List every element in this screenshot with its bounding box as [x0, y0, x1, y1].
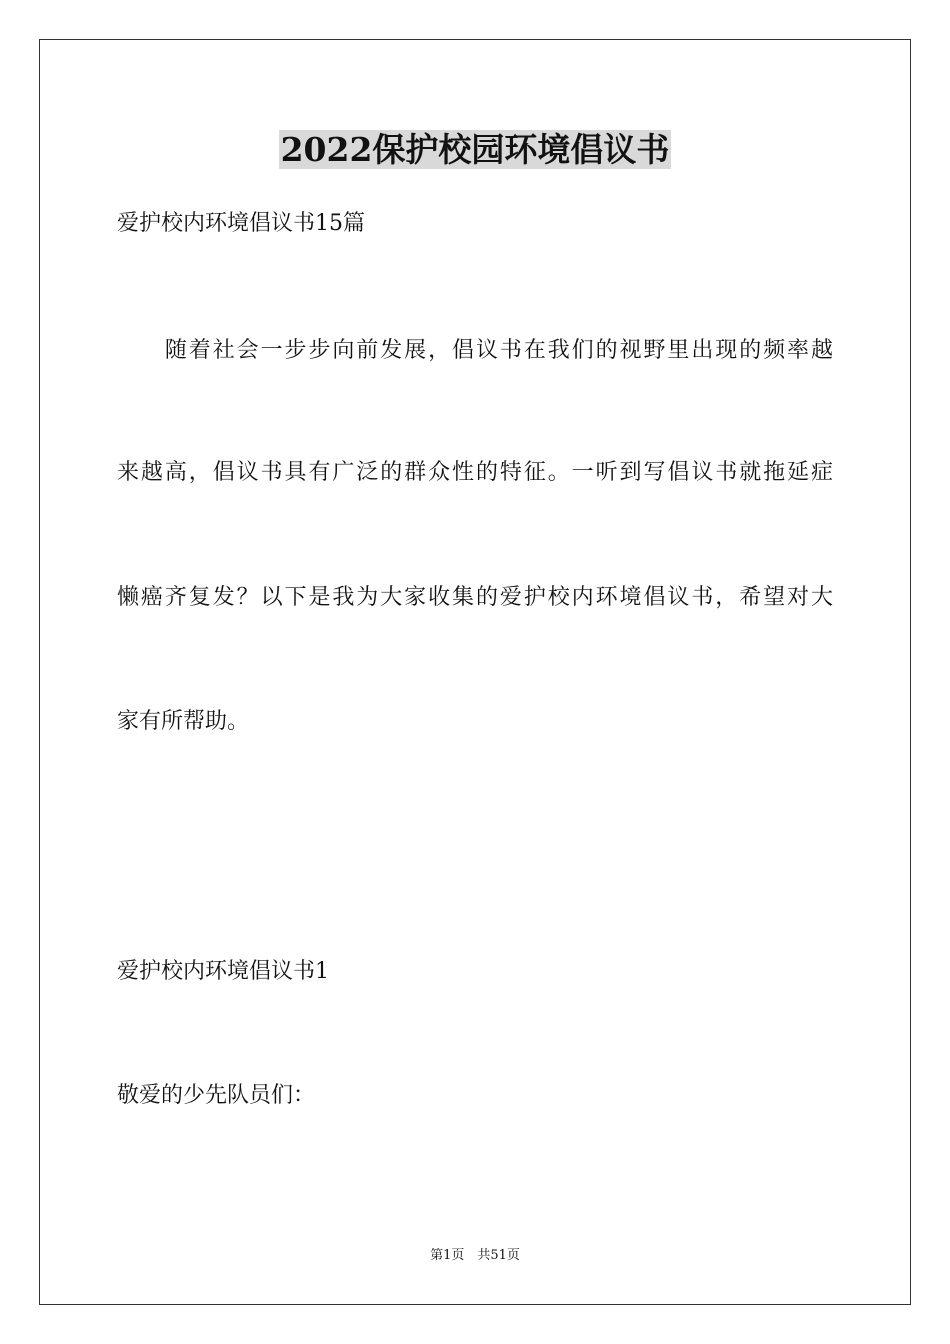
document-title-text: 2022保护校园环境倡议书	[280, 130, 670, 169]
salutation: 敬爱的少先队员们：	[117, 1083, 316, 1108]
intro-line-4: 家有所帮助。	[117, 709, 250, 734]
intro-line-1: 随着社会一步步向前发展，倡议书在我们的视野里出现的频率越	[117, 338, 833, 363]
document-subtitle: 爱护校内环境倡议书15篇	[117, 211, 365, 236]
document-title	[0, 126, 950, 174]
intro-line-2: 来越高，倡议书具有广泛的群众性的特征。一听到写倡议书就拖延症	[117, 460, 833, 485]
page-footer: 第1页 共51页	[430, 1248, 520, 1263]
section-heading: 爱护校内环境倡议书1	[117, 959, 329, 984]
intro-line-3: 懒癌齐复发？以下是我为大家收集的爱护校内环境倡议书，希望对大	[117, 585, 833, 610]
